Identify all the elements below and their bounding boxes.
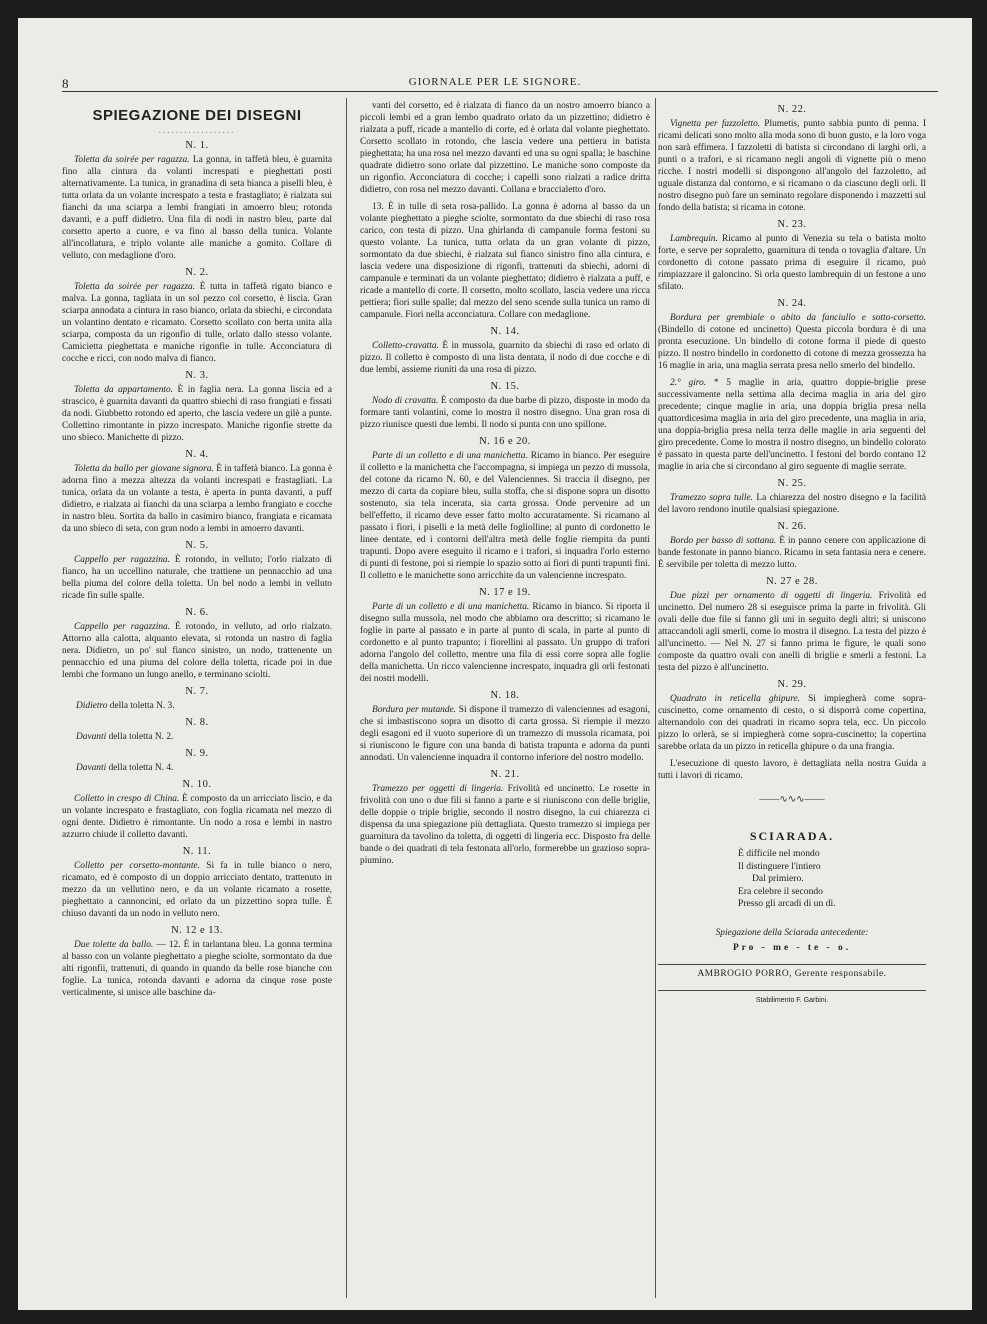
article-section — [62, 779, 332, 841]
item-description — [360, 783, 650, 867]
item-description — [62, 731, 332, 743]
column-1-body — [62, 140, 332, 999]
item-lead: Colletto per corsetto-montante. — [74, 861, 200, 871]
article-section — [62, 140, 332, 262]
item-description — [62, 463, 332, 535]
item-text: Ricamo in bianco. Si riporta il disegno sulla mussola, nel modo che abbiamo ora descritto; si ricamano le foglie in parte al passato e in parte al punto di scala, in parte al punto di cordonetto e al punto trapunto; i fiorellini al passato. Un gruppo di trafori adorna l'angolo del colletto, mentre una fila di essi corre sopra alle foglie della manichetta. Un ricco valencienne increspato, inquadra gli orli festonati dei nostri modelli. — [360, 602, 650, 684]
article-section — [360, 381, 650, 431]
column-1 — [62, 100, 332, 1305]
verse-line: È difficile nel mondo — [738, 848, 820, 859]
ornament-divider: ——∿∿∿—— — [759, 794, 825, 805]
gerente-responsabile: AMBROGIO PORRO, Gerente responsabile. — [697, 968, 887, 979]
item-description — [658, 492, 926, 516]
item-lead: Toletta da soirée per ragazza. — [74, 282, 196, 292]
item-lead: Parte di un colletto e di una manichetta. — [372, 602, 530, 612]
newspaper-page — [18, 18, 972, 1310]
item-text: È composto da un arricciato liscio, e da un volante increspato e frastagliato, con foglia ricamata nel mezzo di ogni dente. Didietro è rimontante. Un nodo a rosa e lembi in nastro azzurro chiude il colletto davanti. — [62, 794, 332, 840]
item-number: N. 29. — [777, 679, 807, 690]
item-lead: Bordura per mutande. — [372, 705, 457, 715]
item-lead: Colletto-cravatta. — [372, 341, 439, 351]
item-number: N. 11. — [182, 846, 212, 857]
item-lead: Quadrato in reticella ghipure. — [670, 694, 801, 704]
article-section — [360, 587, 650, 685]
sciarada-answer: Pro - me - te - o. — [732, 942, 852, 953]
item-description — [658, 377, 926, 473]
item-number: N. 3. — [185, 370, 209, 381]
item-text: Si fa in tulle bianco o nero, ricamato, ed è composto di un doppio arricciato dentato, trattenuto in mezzo da un vellutino nero, e da un volante ricamato a rosette, pieghettato a cannoncini, ed orlato da un pizzettino sopra tulle. È chiuso davanti da un nodo in velluto nero. — [62, 861, 332, 919]
verse-line: Dal primiero. — [752, 873, 804, 884]
column-divider — [655, 98, 656, 1298]
item-description — [360, 340, 650, 376]
verse-line: Era celebre il secondo — [738, 885, 823, 897]
item-description — [658, 693, 926, 753]
item-lead: Due pizzi per ornamento di oggetti di lingeria. — [670, 591, 873, 601]
article-section — [62, 449, 332, 535]
item-text: della toletta N. 4. — [108, 763, 174, 773]
item-description — [360, 395, 650, 431]
item-number: N. 10. — [182, 779, 212, 790]
footer-rule — [658, 964, 926, 965]
item-text: La gonna, in taffetà bleu, è guarnita fino alla cintura da volanti increspati e pieghettati posti alternativamente. La tunica, in granadina di seta bianca a piselli bleu, è tutta orlata da un volante increspato a testa e frastagliato; è rialzata sui fianchi da una sciarpa a lembi frangiati in amoerro bleu; rotonda davanti, e a puff didietro. Una fila di nodi in nastro bleu, parte dal corsetto aperto a cuore, e va fino al basso della tunica. Volante all'incollatura, e triplo volante alle maniche a gomito. Collare di velluto, con medaglione d'oro. — [62, 155, 332, 261]
article-section — [658, 377, 926, 473]
item-text: È in panno cenere con applicazione di bande festonate in panno bianco. Ricamo in seta fantasia nera e cenere. È servibile per toletta di mezzo lutto. — [658, 536, 926, 570]
item-description — [62, 621, 332, 681]
item-text: È tutta in taffetà rigato bianco e malva. La gonna, tagliata in un sol pezzo col corsetto, è liscia. Gran sciarpa annodata a cintura in raso bianco, orlata da sbiechi, e circondata un volantino dentato e ricamato. Corsetto scollato con berta unita alla sciarpa, composta da un rigonfio di tulle, orlato dallo stesso volante. Camicietta pieghettata e maniche rigonfie in tulle. Acconciatura di cocche e ricci, con nodo malva di fianco. — [62, 282, 332, 364]
item-number: N. 15. — [490, 381, 520, 392]
item-text: È composto da due barbe di pizzo, disposte in modo da formare tanti volantini, come lo mostra il nostro disegno. Una gran rosa di pizzo riunisce questi due lembi. Il nodo si punta con uno spillone. — [360, 396, 650, 430]
item-number: N. 26. — [777, 521, 807, 532]
item-description — [658, 233, 926, 293]
item-description — [360, 201, 650, 321]
article-section — [360, 100, 650, 196]
item-text: Frivolità ed uncinetto. Le rosette in frivolità con uno o due fili si fanno a parte e si riuniscono con delle briglie, delle doppie o triple briglie, secondo il nostro disegno, la cui chiarezza ci dispensa da una spiegazione più dettagliata. Questo tramezzo si impiega per guarnitura da tavolino da toletta, di oggetti di lingeria ecc. Disposto fra delle bande o dei quadrati di tela festonata all'orlo, formerebbe un grazioso sopra-piumino. — [360, 784, 650, 866]
item-number: N. 6. — [185, 607, 209, 618]
item-lead: Due tolette da ballo. — [74, 940, 154, 950]
item-lead: Bordura per grembiale o abito da fanciullo e sotto-corsetto. — [670, 313, 926, 323]
item-lead: Lambrequin. — [670, 234, 718, 244]
item-number: N. 4. — [185, 449, 209, 460]
item-number: N. 5. — [185, 540, 209, 551]
item-lead: Didietro — [76, 701, 108, 711]
sciarada-title: SCIARADA. — [749, 829, 835, 843]
sciarada-explanation-label: Spiegazione della Sciarada antecedente: — [715, 927, 869, 938]
article-section — [62, 846, 332, 920]
header-rule — [62, 91, 938, 92]
item-description — [658, 590, 926, 674]
article-section — [360, 690, 650, 764]
article-section — [658, 219, 926, 293]
article-section — [62, 267, 332, 365]
article-section — [658, 758, 926, 782]
item-number: N. 21. — [490, 769, 520, 780]
item-text: Ricamo al punto di Venezia su tela o batista molto forte, e serve per sopraletto, guarnitura di tenda o tovaglia d'altare. Un cordonetto di cotone passato prima di eseguire il ricamo, può rimpiazzare il galoncino. Si orla questo lambrequin di un festone a uno sfilato. — [658, 234, 926, 292]
item-text: La chiarezza del nostro disegno e la facilità del lavoro rendono inutile qualsiasi spiegazione. — [658, 493, 926, 515]
column-divider — [346, 98, 347, 1298]
article-section — [62, 717, 332, 743]
item-number: N. 27 e 28. — [766, 576, 818, 587]
item-lead: Cappello per ragazzina. — [74, 555, 170, 565]
article-section — [360, 769, 650, 867]
item-number: N. 8. — [185, 717, 209, 728]
item-lead: Tramezzo per oggetti di lingeria. — [372, 784, 504, 794]
item-number: N. 17 e 19. — [479, 587, 531, 598]
item-lead: Nodo di cravatta. — [372, 396, 439, 406]
item-text: Si impiegherà come sopra-cuscinetto, come ornamento di cesto, o si disporrà come copertina, alternandolo con dei quadrati in ricamo sopra tela, ecc. Un piccolo pizzo lo orlerà, se si impiegherà come sopra-cuscinetto; la copertina sarebbe orlata da un pizzo in reticella ghipure o da una frangia. — [658, 694, 926, 752]
item-description — [360, 601, 650, 685]
item-text: (Bindello di cotone ed uncinetto) Questa piccola bordura è di una pronta esecuzione. Un bindello di cotone forma il piede di questo pizzo. Il nostro bindello in cordonetto di cotone di mezza grossezza ha 16 maglie in aria, una maglia serrata presa nello smerlo del bindello. — [658, 325, 926, 371]
sciarada-verse — [658, 848, 926, 911]
article-section — [360, 326, 650, 376]
item-lead: Parte di un colletto e di una manichetta. — [372, 451, 528, 461]
item-text: Frivolità ed uncinetto. Del numero 28 si eseguisce prima la parte in frivolità. Gli ovali delle due file si fanno gli uni in seguito degli altri; si uniscono attaccandoli agli smerli, come lo mostra il disegno. La testa del pizzo è all'uncinetto. — Nel N. 27 si fanno prima le figure, le quali sono composte da quattro ovali con anelli di briglie e smerli a festoni. La testa del pizzo è all'uncinetto. — [658, 591, 926, 673]
article-section — [360, 436, 650, 582]
item-text: * 5 maglie in aria, quattro doppie-briglie prese successivamente nella settima alla decima maglia in aria del giro precedente; cinque maglie in aria, una doppia briglia presa nella quattordicesima maglia in aria del giro precedente, una maglia in aria, una doppia-briglia presa nella terza delle maglie in aria seguenti del giro precedente. Come lo mostra il nostro disegno, un bindello colorato è passato in questa parte dell'uncinetto. I festoni del bordo contano 12 maglie in aria che si circondano al giro seguente di maglie serrate. — [658, 378, 926, 472]
item-description — [360, 100, 650, 196]
item-description — [658, 118, 926, 214]
verse-line: Presso gli arcadi di un dì. — [738, 898, 836, 909]
article-section — [62, 748, 332, 774]
column-3-body — [658, 104, 926, 782]
running-title: GIORNALE PER LE SIGNORE. — [408, 76, 582, 88]
item-lead: Davanti — [76, 763, 107, 773]
item-number: N. 7. — [185, 686, 209, 697]
article-section — [658, 521, 926, 571]
article-section — [62, 540, 332, 602]
item-lead: Toletta da ballo per giovane signora. — [74, 464, 214, 474]
article-section — [658, 298, 926, 372]
item-text: della toletta N. 3. — [109, 701, 175, 711]
column-2-body — [360, 100, 650, 867]
item-description — [62, 700, 332, 712]
item-description — [62, 154, 332, 262]
item-lead: Colletto in crespo di China. — [74, 794, 180, 804]
item-text: 13. È in tulle di seta rosa-pallido. La gonna è adorna al basso da un volante pieghettato a pieghe sciolte, sormontato da due sbiechi di raso rosa carico, con testa di pizzo. Una ghirlanda di campanule forma festoni su questo volante. La tunica, tutta orlata da un gran volante di pizzo, sormontato da due sbiechi, è rialzata sul fianco sinistro fino alla cintura, e lascia vedere una disposizione di rigonfi, trattenuti da sbiechi, adorni di campanule e terminati da un volante pieghettato; didietro è rialzata a puff, e ricade a mantello di corte. Il corsetto, molto scollato, lascia vedere una ricca pettiera; fiori sulle spalle; dal mezzo del seno scende sulla tunica un ramo di campanule. Fiori nella acconciatura. Collare con medaglione. — [360, 202, 650, 320]
item-number: N. 18. — [490, 690, 520, 701]
item-text: vanti del corsetto, ed è rialzata di fianco da un nostro amoerro bianco a piccoli lembi ed a gran lembo quadrato orlato da un pizzettino; didietro è rialzata a puff, ricade a mantello di corte, ed è orlata dal volante pieghettato. Corsetto scollato in rotondo, che lascia vedere una pettiera in batista pieghettata; ha una rosa nel mezzo davanti ed una su ogni spalla; le baschine quadrate didietro sono orlate dal pizzettino. Le maniche sono composte da un rigonfio. Acconciatura di cocche; i capelli sono rialzati a radice dritta didietro, con rosa nel mezzo davanti. Collana e braccialetto d'oro. — [360, 101, 650, 195]
item-text: Si dispone il tramezzo di valenciennes ad esagoni, che si imbastiscono sopra un disotto di carta grossa. Si riempie il mezzo degli esagoni ed il vuoto superiore di un tramezzo di mussola ricamata, poi si riuniscono le figure con una banda di batista trapunta e adorna da punti annodati. Un valencienne inquadra il contorno inferiore del nostro modello. — [360, 705, 650, 763]
sciarada-puzzle — [658, 830, 926, 954]
item-number: N. 12 e 13. — [171, 925, 223, 936]
item-description — [658, 535, 926, 571]
article-section — [62, 607, 332, 681]
item-number: N. 23. — [777, 219, 807, 230]
item-description — [62, 384, 332, 444]
item-lead: Bordo per basso di sottana. — [670, 536, 777, 546]
item-text: È in taffetà bianco. La gonna è adorna fino a mezza altezza da volanti increspati e frastagliati. La tunica, orlata da un volante a testa, è aperta in punta davanti, a puff didietro, e rialzata ai fianchi da una sciarpa a lembo frangiato e cocche in nastro bleu. Sortita da ballo in casimiro bianco, frangiata e ricamata da uno sbieco di seta, con gran nodo a lembi in amoerro davanti. — [62, 464, 332, 534]
item-text: Ricamo in bianco. Per eseguire il colletto e la manichetta che l'accompagna, si impiega un pezzo di mussola, del cotone da ricamo N. 60, e del Valenciennes. Si traccia il disegno, per mezzo di carta da copiare bleu, sulla stoffa, che si dispone sopra un disotto sostenuto, sia tela incerata, sia carta grossa. Onde pervenire ad un bell'effetto, il ricamo deve esser fatto molto accuratamente. Si ricamano al passato i fiori, i piselli e la metà delle fogliolline; al punto di cordonetto le linee dentate, ed i contorni dell'altra metà delle foglie riempita da punti trapunti. Dopo avere eseguito il ricamo e i trafori, si inquadra l'orlo esterno di punti di festone, poi si riempie lo spazio sotto ai fiori di punti trapunti fini. Il colletto e le manichette sono arricchite da un valencienne increspato. — [360, 451, 650, 581]
item-lead: Davanti — [76, 732, 107, 742]
verse-line: Il distinguere l'intiero — [738, 860, 821, 872]
item-text: — 12. È in tarlantana bleu. La gonna termina al basso con un volante pieghettato a pieghe sciolte, sormontato da due alti rigonfii, trattenuti, di quando in quando da belle rose bianche con foglie. La tunica, rotonda davanti e adorna da cinque rose poste verticalmente, si unisce alle baschine da- — [62, 940, 332, 998]
title-ornament: .................. — [158, 125, 236, 135]
item-number: N. 25. — [777, 478, 807, 489]
article-section — [62, 686, 332, 712]
item-description — [62, 281, 332, 365]
article-section — [658, 679, 926, 753]
item-lead: 2.° giro. — [670, 378, 707, 388]
item-lead: Toletta da soirée per ragazza. — [74, 155, 190, 165]
column-3 — [658, 100, 926, 1305]
article-section — [360, 201, 650, 321]
article-section — [658, 576, 926, 674]
item-lead: Tramezzo sopra tulle. — [670, 493, 753, 503]
article-section — [62, 370, 332, 444]
item-text: È in faglia nera. La gonna liscia ed a strascico, è guarnita davanti da quattro sbiechi di raso frangiati e fissati da nodi. Giubbetto rotondo ed aperto, che lascia vedere un gilè a punte. Collettino rimontante in pizzo increspato. Maniche rigonfie strette da uno sbieco. Manichette di pizzo. — [62, 385, 332, 443]
item-number: N. 9. — [185, 748, 209, 759]
item-number: N. 22. — [777, 104, 807, 115]
item-description — [62, 793, 332, 841]
printer-imprint: Stabilimento F. Garbini. — [755, 996, 829, 1004]
item-description — [62, 762, 332, 774]
item-lead: Cappello per ragazzina. — [74, 622, 171, 632]
item-number: N. 1. — [185, 140, 209, 151]
item-text: È rotondo, in velluto; l'orlo rialzato di fianco, ha un uccellino naturale, che trattiene un pennacchio ad una bella piuma del colore della toletta. Un bel nodo a lembi in velluto ricade fin sulle spalle. — [62, 555, 332, 601]
article-section — [658, 478, 926, 516]
item-lead: Vignetta per fazzoletto. — [670, 119, 761, 129]
item-description — [360, 704, 650, 764]
column-2 — [360, 100, 650, 1305]
item-text: della toletta N. 2. — [108, 732, 174, 742]
article-section — [658, 104, 926, 214]
page-number: 8 — [62, 76, 69, 91]
item-description — [62, 939, 332, 999]
item-number: N. 16 e 20. — [479, 436, 531, 447]
item-description — [62, 554, 332, 602]
item-text: Plumetis, punto sabbia punto di penna. I ricami delicati sono molto alla moda sono di buon gusto, e la loro voga non sarà effimera. I fazzoletti di batista si circondano di larghi orli, a punti o a trafori, e si ricamano negli angoli di vignette più o meno ricche. I nostri modelli si dispongono all'angolo del fazzoletto, ad uguale distanza dal contorno, e si ricamano o da ciascuno degli orli. Il nostro disegno può fare un seminato regolare disponendo i mazzetti sul fondo della batista; si ricama in cotone. — [658, 119, 926, 213]
item-number: N. 24. — [777, 298, 807, 309]
item-text: L'esecuzione di questo lavoro, è dettagliata nella nostra Guida a tutti i lavori di ricamo. — [658, 759, 926, 781]
item-text: È rotondo, in velluto, ad orlo rialzato. Attorno alla calotta, alquanto elevata, si rotonda un nastro di faglia nera. Didietro, un po' sul fianco sinistro, un nodo, trattenente un pennacchio ed una piuma del colore della toletta, ricade poi in due lembi che formano un lungo anello, e terminano sciolti. — [62, 622, 332, 680]
item-description — [658, 758, 926, 782]
section-title: SPIEGAZIONE DEI DISEGNI — [92, 107, 302, 124]
item-description — [658, 312, 926, 372]
footer-rule — [658, 990, 926, 991]
item-number: N. 2. — [185, 267, 209, 278]
item-text: È in mussola, guarnito da sbiechi di raso ed orlato di pizzo. Il colletto è composto di una lista dentata, il nodo di due cocche e di due lembi, assieme riuniti da una rosa di pizzo. — [360, 341, 650, 375]
item-number: N. 14. — [490, 326, 520, 337]
item-description — [62, 860, 332, 920]
article-section — [62, 925, 332, 999]
item-lead: Toletta da appartamento. — [74, 385, 174, 395]
item-description — [360, 450, 650, 582]
